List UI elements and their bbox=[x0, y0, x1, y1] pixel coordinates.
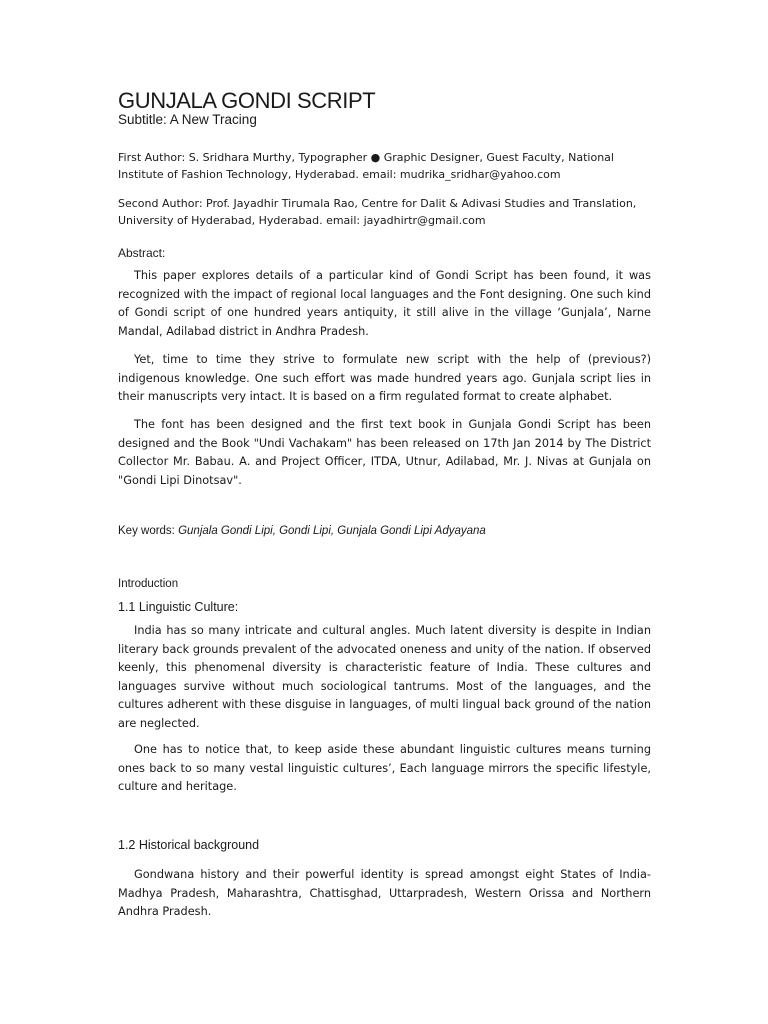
abstract-paragraph-1: This paper explores details of a particular kind of Gondi Script has been found, it was recognized with the impact of regional local languages and the Font designing. One such kind of Gondi script of one hundred years antiquity, it still alive in the village ‘Gunjala’, Narne Mandal, Adilabad district in Andhra Pradesh. bbox=[118, 269, 651, 338]
second-author: Second Author: Prof. Jayadhir Tirumala Rao, Centre for Dalit & Adivasi Studies and Translation, University of Hyderabad, Hyderabad. email: jayadhirtr@gmail.com bbox=[118, 197, 637, 227]
section-1-2-heading: 1.2 Historical background bbox=[118, 838, 260, 852]
section-1-1-heading: 1.1 Linguistic Culture: bbox=[118, 600, 239, 614]
section-1-1-paragraph-1: India has so many intricate and cultural angles. Much latent diversity is despite in Indian literary back grounds prevalent of the advocated oneness and unity of the nation. If observed keenly, this phenomenal diversity is characteristic feature of India. These cultures and languages survive without much sociological tantrums. Most of the languages, and the cultures adherent with these disguise in languages, of multi lingual back ground of the nation are neglected. bbox=[118, 624, 651, 730]
section-1-2-paragraph-1: Gondwana history and their powerful identity is spread amongst eight States of India-Madhya Pradesh, Maharashtra, Chattisghad, Uttarpradesh, Western Orissa and Northern Andhra Pradesh. bbox=[118, 868, 651, 918]
paper-subtitle: Subtitle: A New Tracing bbox=[118, 112, 257, 127]
paper-title: GUNJALA GONDI SCRIPT bbox=[118, 88, 376, 113]
document-page bbox=[118, 0, 651, 1024]
keywords-label: Key words: bbox=[118, 525, 179, 537]
section-1-1-paragraph-2: One has to notice that, to keep aside these abundant linguistic cultures means turning ones back to so many vestal linguistic cultures’, Each language mirrors the specific lifestyle, culture and heritage. bbox=[118, 743, 651, 793]
abstract-paragraph-3: The font has been designed and the first text book in Gunjala Gondi Script has been designed and the Book "Undi Vachakam" has been released on 17th Jan 2014 by The District Collector Mr. Babau. A. and Project Officer, ITDA, Utnur, Adilabad, Mr. J. Nivas at Gunjala on "Gondi Lipi Dinotsav". bbox=[118, 418, 651, 487]
abstract-heading: Abstract: bbox=[118, 246, 166, 260]
abstract-paragraph-2: Yet, time to time they strive to formulate new script with the help of (previous?) indigenous knowledge. One such effort was made hundred years ago. Gunjala script lies in their manuscripts very intact. It is based on a firm regulated format to create alphabet. bbox=[118, 353, 651, 403]
keywords-values: Gunjala Gondi Lipi, Gondi Lipi, Gunjala Gondi Lipi Adyayana bbox=[178, 525, 486, 537]
introduction-heading: Introduction bbox=[118, 578, 179, 590]
first-author: First Author: S. Sridhara Murthy, Typographer ● Graphic Designer, Guest Faculty, National Institute of Fashion Technology, Hyderabad. email: mudrika_sridhar@yahoo.com bbox=[118, 151, 614, 181]
keywords bbox=[118, 525, 486, 537]
